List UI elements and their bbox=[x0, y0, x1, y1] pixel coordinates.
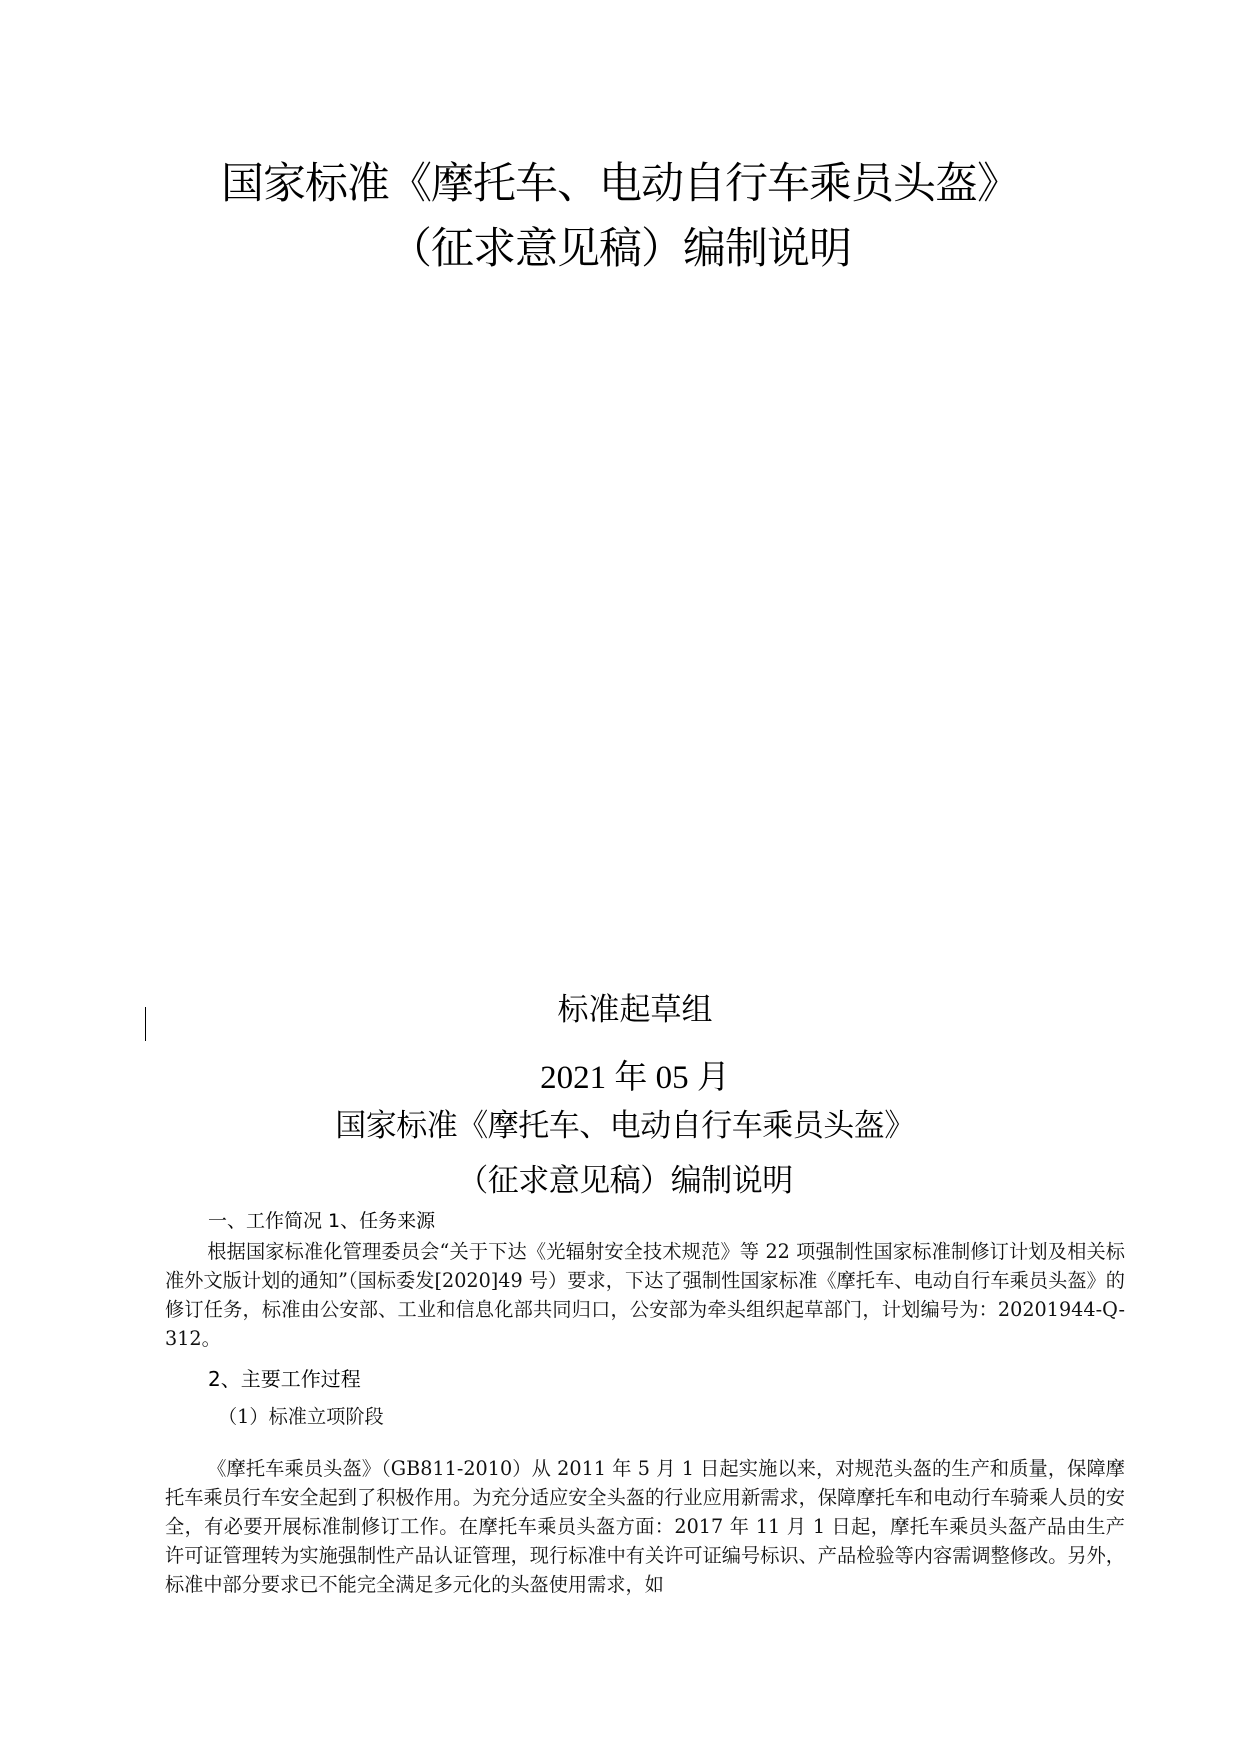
section2-subheading: （1）标准立项阶段 bbox=[218, 1405, 384, 1428]
body-title-line2: （征求意见稿）编制说明 bbox=[457, 1163, 793, 1199]
document-date: 2021 年 05 月 bbox=[540, 1060, 730, 1096]
cover-title-line1: 国家标准《摩托车、电动自行车乘员头盔》 bbox=[221, 159, 1019, 209]
section2-heading: 2、主要工作过程 bbox=[208, 1367, 361, 1391]
section1-paragraph: 根据国家标准化管理委员会“关于下达《光辐射安全技术规范》等 22 项强制性国家标准制修订计划及相关标准外文版计划的通知”（国标委发[2020]49 号）要求，下达了强制性国家标准《摩托车、电动自行车乘员头盔》的修订任务，标准由公安部、工业和信息化部共同归口，公安部为牵头组织起草部门，计划编号为：20201944-Q-312。 bbox=[165, 1240, 1125, 1350]
cover-title-line2: （征求意见稿）编制说明 bbox=[389, 224, 851, 274]
drafting-group: 标准起草组 bbox=[557, 992, 713, 1028]
section1-heading: 一、工作简况 1、任务来源 bbox=[208, 1210, 436, 1232]
section2-paragraph: 《摩托车乘员头盔》（GB811-2010）从 2011 年 5 月 1 日起实施以来，对规范头盔的生产和质量，保障摩托车乘员行车安全起到了积极作用。为充分适应安全头盔的行业应用新需求，保障摩托车和电动行车骑乘人员的安全，有必要开展标准制修订工作。在摩托车乘员头盔方面：2017 年 11 月 1 日起，摩托车乘员头盔产品由生产许可证管理转为实施强制性产品认证管理，现行标准中有关许可证编号标识、产品检验等内容需调整修改。另外，标准中部分要求已不能完全满足多元化的头盔使用需求，如 bbox=[165, 1457, 1125, 1596]
body-title-line1: 国家标准《摩托车、电动自行车乘员头盔》 bbox=[335, 1108, 915, 1144]
